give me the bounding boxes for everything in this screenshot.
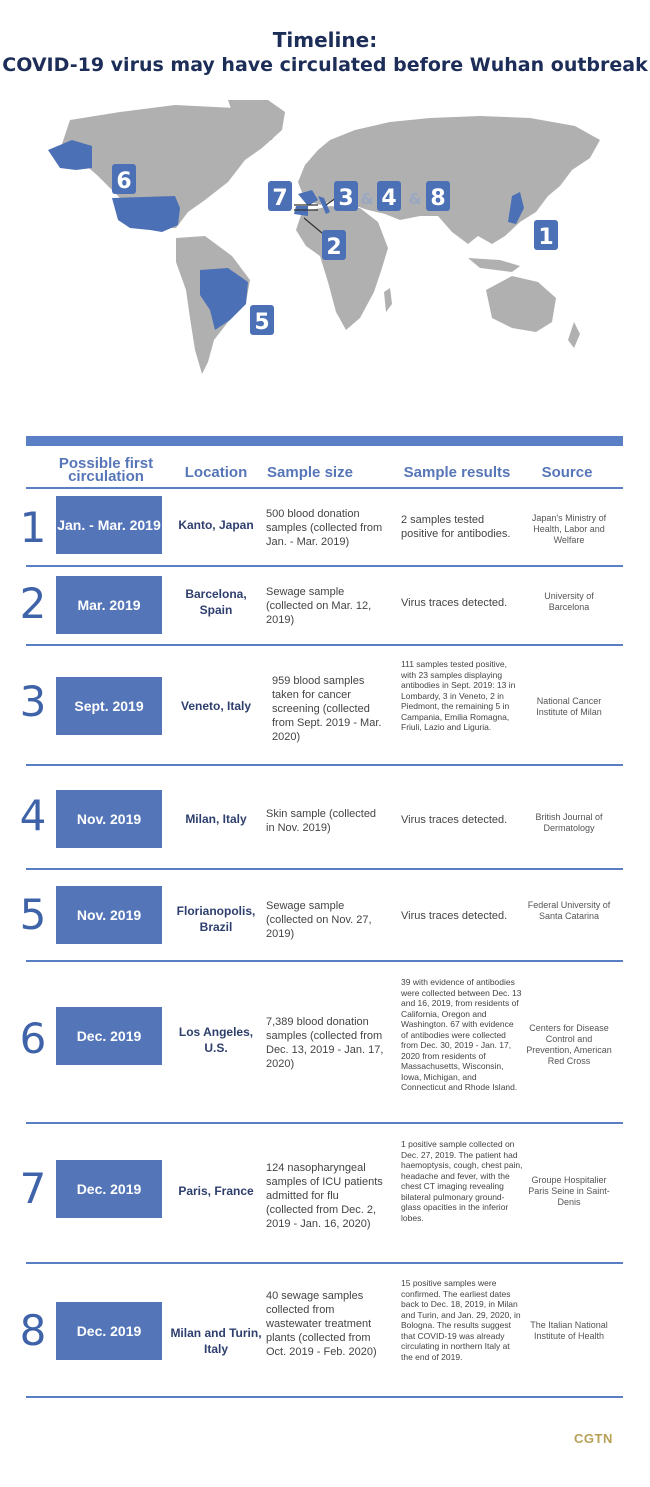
svg-text:3: 3 xyxy=(338,186,354,211)
row-date: Nov. 2019 xyxy=(56,886,162,944)
cgtn-logo: CGTN xyxy=(574,1431,613,1446)
row-date: Mar. 2019 xyxy=(56,576,162,634)
map-madagascar xyxy=(384,288,392,312)
svg-text:5: 5 xyxy=(254,310,270,335)
header-location: Location xyxy=(184,464,248,481)
table-row xyxy=(0,646,650,764)
row-number: 7 xyxy=(19,1164,47,1213)
map-badge-5 xyxy=(250,305,274,335)
row-number: 6 xyxy=(19,1014,47,1063)
table-top-bar xyxy=(26,436,623,446)
map-ampersand-2: & xyxy=(408,190,422,208)
row-sample-size: 124 nasopharyngeal samples of ICU patients admitted for flu (collected from Dec. 2, 2019 - Jan. 16, 2020) xyxy=(266,1162,383,1230)
row-number: 8 xyxy=(19,1306,47,1355)
row-sample-results: 111 samples tested positive, with 23 samples displaying antibodies in Sept. 2019: 13 in Lombardy, 3 in Veneto, 2 in Piedmont, the remaining 5 in Campania, Emilia Romagna, Friuli, Lazio and Liguria. xyxy=(401,659,516,732)
map-ampersand-1: & xyxy=(360,190,374,208)
map-africa xyxy=(296,206,388,330)
map-indonesia xyxy=(468,258,520,272)
table-row xyxy=(0,1264,650,1396)
row-location: Kanto, Japan xyxy=(178,518,254,532)
row-sample-size: 40 sewage samples collected from wastewater treatment plants (collected from Oct. 2019 - Feb. 2020) xyxy=(266,1290,377,1358)
header-sample-size: Sample size xyxy=(267,464,353,481)
row-date: Jan. - Mar. 2019 xyxy=(56,496,162,554)
row-sample-results: Virus traces detected. xyxy=(401,910,508,922)
row-source: British Journal of Dermatology xyxy=(535,812,603,833)
svg-text:7: 7 xyxy=(272,186,288,211)
row-number: 1 xyxy=(19,503,47,552)
row-location: Milan and Turin, Italy xyxy=(170,1326,262,1356)
map-badge-1 xyxy=(534,220,558,250)
svg-text:4: 4 xyxy=(381,186,397,211)
row-sample-size: Skin sample (collected in Nov. 2019) xyxy=(266,808,377,834)
table-row xyxy=(0,1124,650,1262)
row-sample-size: 7,389 blood donation samples (collected from Dec. 13, 2019 - Jan. 17, 2020) xyxy=(266,1016,384,1070)
row-source: Centers for Disease Control and Prevention, American Red Cross xyxy=(526,1023,612,1066)
row-number: 2 xyxy=(19,579,47,628)
row-sample-size: 500 blood donation samples (collected from Jan. - Mar. 2019) xyxy=(266,508,383,548)
row-source: National Cancer Institute of Milan xyxy=(536,696,602,717)
row-date: Dec. 2019 xyxy=(56,1302,162,1360)
map-australia xyxy=(486,276,556,332)
row-date: Sept. 2019 xyxy=(56,677,162,735)
table-header xyxy=(0,455,650,490)
row-source: University of Barcelona xyxy=(544,591,594,612)
map-usa xyxy=(112,196,180,232)
row-sample-size: 959 blood samples taken for cancer screening (collected from Sept. 2019 - Mar. 2020) xyxy=(272,675,382,743)
map-badge-6 xyxy=(112,164,136,194)
header-sample-results: Sample results xyxy=(403,464,511,481)
world-map xyxy=(40,95,615,415)
page-title xyxy=(0,28,650,78)
row-sample-size: Sewage sample (collected on Nov. 27, 2019) xyxy=(266,900,372,940)
title-line-2: COVID-19 virus may have circulated before Wuhan outbreak xyxy=(2,54,648,76)
svg-text:8: 8 xyxy=(430,186,446,211)
table-row xyxy=(0,870,650,960)
map-badge-2 xyxy=(322,230,346,260)
row-source: Japan's Ministry of Health, Labor and Welfare xyxy=(531,513,607,545)
map-badge-3 xyxy=(334,181,358,211)
row-location: Milan, Italy xyxy=(185,812,247,826)
svg-text:6: 6 xyxy=(116,169,132,194)
table-row xyxy=(0,567,650,644)
row-date: Dec. 2019 xyxy=(56,1007,162,1065)
row-sample-results: 1 positive sample collected on Dec. 27, 2019. The patient had haemoptysis, cough, chest pain, headache and fever, with the chest CT imaging revealing bilateral pulmonary ground-glass opacities in the inferior lobes. xyxy=(401,1139,523,1223)
table-row xyxy=(0,962,650,1122)
map-new-zealand xyxy=(568,322,580,348)
row-number: 5 xyxy=(19,890,47,939)
row-sample-results: 2 samples tested positive for antibodies. xyxy=(401,514,511,540)
header-source: Source xyxy=(541,464,593,481)
row-sample-size: Sewage sample (collected on Mar. 12, 2019) xyxy=(266,586,372,626)
map-badge-4 xyxy=(377,181,401,211)
row-sample-results: Virus traces detected. xyxy=(401,597,508,609)
svg-text:1: 1 xyxy=(538,225,554,250)
row-source: The Italian National Institute of Health xyxy=(530,1320,608,1341)
row-location: Los Angeles, U.S. xyxy=(178,1025,254,1055)
row-location: Barcelona, Spain xyxy=(185,587,247,617)
table-row xyxy=(0,766,650,868)
header-first-circulation: Possible first circulation xyxy=(58,455,154,485)
row-number: 4 xyxy=(19,791,47,840)
row-source: Federal University of Santa Catarina xyxy=(527,900,611,921)
title-line-1: Timeline: xyxy=(272,28,378,52)
row-sample-results: 15 positive samples were confirmed. The earliest dates back to Dec. 18, 2019, in Milan and Turin, and Jan. 29, 2020, in Bologna. The results suggest that COVID-19 was already circulating in northern Italy at the end of 2019. xyxy=(401,1278,521,1362)
map-badge-8 xyxy=(426,181,450,211)
svg-text:2: 2 xyxy=(326,235,342,260)
table-row xyxy=(0,489,650,565)
row-sample-results: 39 with evidence of antibodies were collected between Dec. 13 and 16, 2019, from residents of California, Oregon and Washington. 67 with evidence of antibodies were collected from Dec. 30, 2019 - Jan. 17, 2020 from residents of Massachusetts, Wisconsin, Iowa, Michigan, and Connecticut and Rhode Island. xyxy=(401,977,522,1092)
row-source: Groupe Hospitalier Paris Seine in Saint-Denis xyxy=(528,1175,610,1207)
row-number: 3 xyxy=(19,677,47,726)
row-sample-results: Virus traces detected. xyxy=(401,814,508,826)
row-location: Florianopolis, Brazil xyxy=(176,904,256,934)
map-alaska xyxy=(48,140,92,170)
row-date: Nov. 2019 xyxy=(56,790,162,848)
row-divider xyxy=(26,1396,623,1398)
map-badge-7 xyxy=(268,181,292,211)
row-location: Veneto, Italy xyxy=(180,699,252,713)
row-date: Dec. 2019 xyxy=(56,1160,162,1218)
map-spain xyxy=(294,206,308,216)
row-location: Paris, France xyxy=(178,1184,254,1198)
